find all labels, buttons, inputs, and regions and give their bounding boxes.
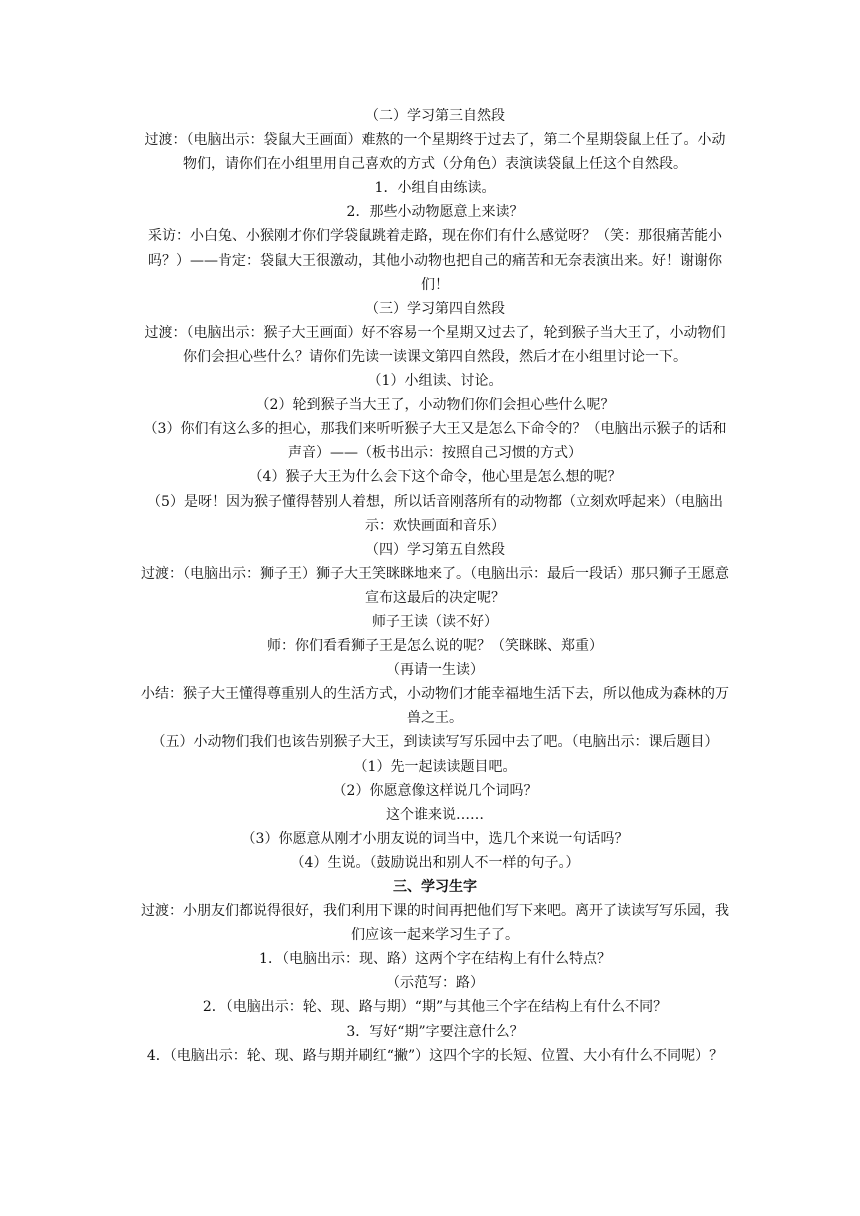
paragraph: （4）生说。（鼓励说出和别人不一样的句子。）: [290, 854, 580, 871]
paragraph: （3）你们有这么多的担心，那我们来听听猴子大王又是怎么下命令的？（电脑出示猴子的话和声音）——（板书出示：按照自己习惯的方式）: [143, 421, 727, 462]
paragraph: （示范写：路）: [386, 975, 484, 992]
paragraph: 过渡：（电脑出示：猴子大王画面）好不容易一个星期又过去了，轮到猴子当大王了，小动物们你们会担心些什么？请你们先读一读课文第四自然段，然后才在小组里讨论一下。: [144, 324, 726, 365]
paragraph: 3．写好“期”字要注意什么？: [346, 1023, 524, 1040]
paragraph: 这个谁来说……: [386, 806, 484, 823]
paragraph: 小结：猴子大王懂得尊重别人的生活方式，小动物们才能幸福地生活下去，所以他成为森林的万兽之王。: [141, 686, 729, 727]
section-heading: （四）学习第五自然段: [365, 541, 505, 558]
paragraph: （五）小动物们我们也该告别猴子大王，到读读写写乐园中去了吧。（电脑出示：课后题目）: [151, 734, 719, 751]
paragraph: （2）你愿意像这样说几个词吗？: [332, 782, 538, 799]
paragraph: （3）你愿意从刚才小朋友说的词当中，选几个来说一句话吗？: [241, 830, 629, 847]
paragraph: （再请一生读）: [386, 662, 484, 679]
paragraph: 过渡：（电脑出示：狮子王）狮子大王笑眯眯地来了。（电脑出示：最后一段话）那只狮子王愿意宣布这最后的决定呢？: [141, 565, 729, 606]
paragraph: 过渡：（电脑出示：袋鼠大王画面）难熬的一个星期终于过去了，第二个星期袋鼠上任了。小动物们，请你们在小组里用自己喜欢的方式（分角色）表演读袋鼠上任这个自然段。: [144, 132, 726, 173]
paragraph: 4．（电脑出示：轮、现、路与期并刷红“撇”）这四个字的长短、位置、大小有什么不同呢）？: [146, 1047, 724, 1064]
lesson-plan-body: [140, 104, 730, 1068]
paragraph: 2．（电脑出示：轮、现、路与期）“期”与其他三个字在结构上有什么不同？: [202, 999, 668, 1016]
paragraph: （4）猴子大王为什么会下这个命令，他心里是怎么想的呢？: [248, 469, 622, 486]
section-heading: （三）学习第四自然段: [365, 300, 505, 317]
paragraph: （1）小组读、讨论。: [367, 373, 503, 390]
paragraph: 师子王读（读不好）: [372, 613, 498, 630]
paragraph: 1．（电脑出示：现、路）这两个字在结构上有什么特点？: [259, 951, 611, 968]
paragraph: （2）轮到猴子当大王了，小动物们你们会担心些什么呢？: [255, 397, 615, 414]
paragraph: 过渡：小朋友们都说得很好，我们利用下课的时间再把他们写下来吧。离开了读读写写乐园，我们应该一起来学习生子了。: [141, 903, 729, 944]
paragraph: （1）先一起读读题目吧。: [353, 758, 517, 775]
paragraph: 采访：小白兔、小猴刚才你们学袋鼠跳着走路，现在你们有什么感觉呀？（笑：那很痛苦能小吗？）——肯定：袋鼠大王很激动，其他小动物也把自己的痛苦和无奈表演出来。好！谢谢你们！: [148, 228, 722, 293]
main-heading: 三、学习生字: [393, 879, 477, 895]
paragraph: 1．小组自由练读。: [374, 180, 496, 197]
paragraph: 师：你们看看狮子王是怎么说的呢？（笑眯眯、郑重）: [267, 638, 603, 655]
paragraph: 2．那些小动物愿意上来读？: [346, 204, 524, 221]
paragraph: （5）是呀！因为猴子懂得替别人着想，所以话音刚落所有的动物都（立刻欢呼起来）（电脑出示：欢快画面和音乐）: [147, 493, 723, 534]
section-heading: （二）学习第三自然段: [365, 108, 505, 124]
